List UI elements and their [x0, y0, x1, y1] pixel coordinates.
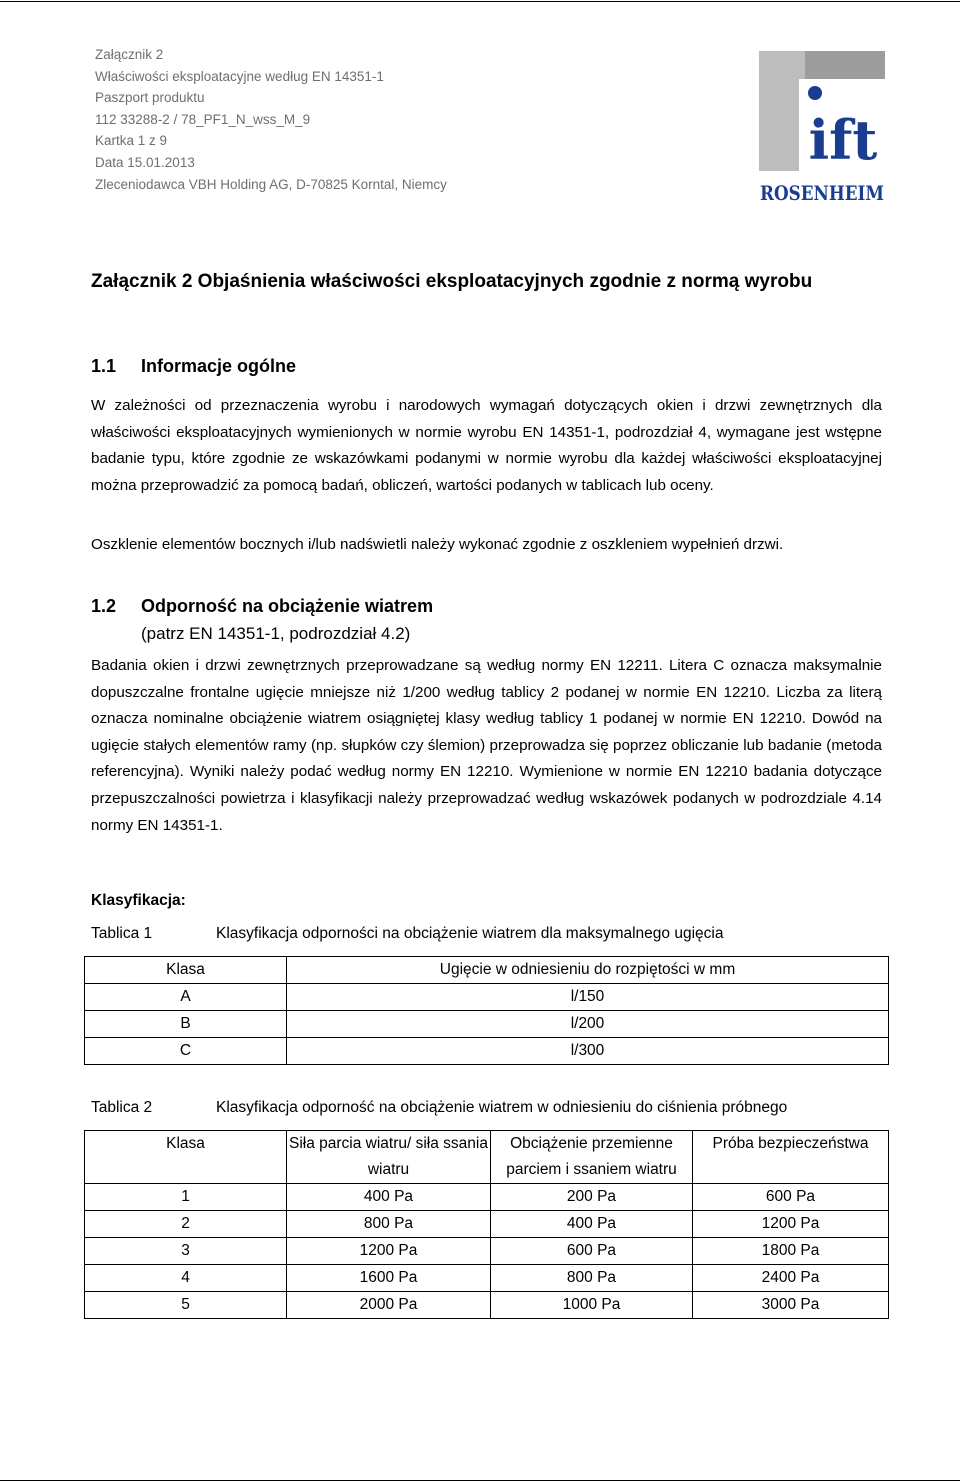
- table-cell: l/200: [287, 1011, 889, 1038]
- header-number-line: 112 33288-2 / 78_PF1_N_wss_M_9: [95, 111, 311, 127]
- table-cell: 400 Pa: [491, 1211, 693, 1238]
- page-top-border: [0, 1, 960, 2]
- header-cell: Obciążenie przemienne parciem i ssaniem wiatru: [491, 1131, 693, 1184]
- logo-ift-text: ift: [808, 108, 878, 172]
- table-row: [85, 1184, 889, 1211]
- table-cell: A: [85, 984, 287, 1011]
- table-cell: 800 Pa: [287, 1211, 491, 1238]
- table-1-caption-text: Klasyfikacja odporności na obciążenie wiatrem dla maksymalnego ugięcia: [216, 925, 724, 942]
- table-cell: 1600 Pa: [287, 1265, 491, 1292]
- table-cell: 2: [85, 1211, 287, 1238]
- table-cell: 3: [85, 1238, 287, 1265]
- table-cell: 600 Pa: [693, 1184, 889, 1211]
- section-1-1-paragraph: W zależności od przeznaczenia wyrobu i narodowych wymagań dotyczących okien i drzwi zewnętrznych dla właściwości eksploatacyjnych wymienionych w normie wyrobu EN 14351-1, podrozdział 4, wymagane jest wstępne badanie typu, które zgodnie ze wskazówkami podanymi w normie wyrobu dla każdej właściwości eksploatacyjnej można przeprowadzić za pomocą badań, obliczeń, wartości podanych w tablicach lub oceny.: [91, 397, 882, 494]
- header-cell: Siła parcia wiatru/ siła ssania wiatru: [287, 1131, 491, 1184]
- header-cell: Klasa: [85, 957, 287, 984]
- table-2: [84, 1130, 889, 1319]
- table-row: [85, 1238, 889, 1265]
- table-1-label: Tablica 1: [91, 925, 153, 942]
- document-header: [95, 44, 447, 195]
- header-date-line: Data 15.01.2013: [95, 154, 195, 170]
- section-1-2-heading: [91, 596, 433, 617]
- table-header-row: [85, 957, 889, 984]
- logo-light-block: [759, 51, 805, 171]
- table-cell: 2400 Pa: [693, 1265, 889, 1292]
- table-row: [85, 1292, 889, 1319]
- table-cell: 1: [85, 1184, 287, 1211]
- table-2-caption-text: Klasyfikacja odporność na obciążenie wiatrem w odniesieniu do ciśnienia próbnego: [216, 1099, 788, 1116]
- table-cell: 2000 Pa: [287, 1292, 491, 1319]
- table-cell: 200 Pa: [491, 1184, 693, 1211]
- table-row: [85, 1011, 889, 1038]
- table-cell: 5: [85, 1292, 287, 1319]
- table-cell: 800 Pa: [491, 1265, 693, 1292]
- header-client-line: Zleceniodawca VBH Holding AG, D-70825 Korntal, Niemcy: [95, 176, 447, 192]
- table-row: [85, 984, 889, 1011]
- logo-rosenheim-text: ROSENHEIM: [760, 181, 884, 205]
- table-header-row: [85, 1131, 889, 1184]
- table-cell: 3000 Pa: [693, 1292, 889, 1319]
- table-cell: 1800 Pa: [693, 1238, 889, 1265]
- classification-label: Klasyfikacja:: [91, 892, 186, 909]
- page-title: Załącznik 2 Objaśnienia właściwości eksploatacyjnych zgodnie z normą wyrobu: [91, 271, 813, 292]
- table-2-label: Tablica 2: [91, 1099, 153, 1116]
- section-number: 1.1: [91, 356, 117, 376]
- header-page-line: Kartka 1 z 9: [95, 133, 168, 149]
- table-1: [84, 956, 889, 1065]
- table-cell: C: [85, 1038, 287, 1065]
- ift-rosenheim-logo: [759, 51, 885, 206]
- table-cell: 600 Pa: [491, 1238, 693, 1265]
- header-cell: Ugięcie w odniesieniu do rozpiętości w mm: [287, 957, 889, 984]
- section-1-2-subheading: (patrz EN 14351-1, podrozdział 4.2): [141, 624, 411, 643]
- table-2-caption: [91, 1099, 787, 1117]
- page-bottom-border: [0, 1480, 960, 1481]
- logo-dot-icon: [808, 86, 822, 100]
- section-1-1-heading: [91, 356, 296, 377]
- table-cell: l/300: [287, 1038, 889, 1065]
- table-cell: 4: [85, 1265, 287, 1292]
- table-cell: 1200 Pa: [287, 1238, 491, 1265]
- table-cell: B: [85, 1011, 287, 1038]
- header-annex-line: Załącznik 2: [95, 47, 164, 62]
- table-cell: 1000 Pa: [491, 1292, 693, 1319]
- table-row: [85, 1211, 889, 1238]
- table-1-caption: [91, 925, 723, 943]
- header-passport-line: Paszport produktu: [95, 90, 205, 106]
- table-cell: 1200 Pa: [693, 1211, 889, 1238]
- section-title: Odporność na obciążenie wiatrem: [141, 596, 434, 616]
- glazing-note: Oszklenie elementów bocznych i/lub nadświetli należy wykonać zgodnie z oszkleniem wypełnień drzwi.: [91, 536, 784, 553]
- section-number: 1.2: [91, 596, 117, 616]
- table-cell: l/150: [287, 984, 889, 1011]
- section-1-2-paragraph: Badania okien i drzwi zewnętrznych przeprowadzane są według normy EN 12211. Litera C oznacza maksymalnie dopuszczalne frontalne ugięcie mniejsze niż 1/200 według tablicy 2 podanej w normie EN 12210. Liczba za literą oznacza nominalne obciążenie wiatrem osiągniętej klasy według tablicy 1 podanej w normie EN 12210. Dowód na ugięcie stałych elementów ramy (np. słupków czy ślemion) przeprowadza się poprzez obliczanie lub badanie (metoda referencyjna). Wyniki należy podać według normy EN 12210. Wymienione w normie EN 12210 badania dotyczące przepuszczalności powietrza i klasyfikacji należy przeprowadzać według wskazówek podanych w podrozdziale 4.14 normy EN 14351-1.: [91, 657, 882, 834]
- table-row: [85, 1265, 889, 1292]
- section-title: Informacje ogólne: [141, 356, 297, 376]
- header-cell: Próba bezpieczeństwa: [693, 1131, 889, 1184]
- table-cell: 400 Pa: [287, 1184, 491, 1211]
- table-row: [85, 1038, 889, 1065]
- header-cell: Klasa: [85, 1131, 287, 1184]
- header-properties-line: Właściwości eksploatacyjne według EN 14351-1: [95, 68, 384, 84]
